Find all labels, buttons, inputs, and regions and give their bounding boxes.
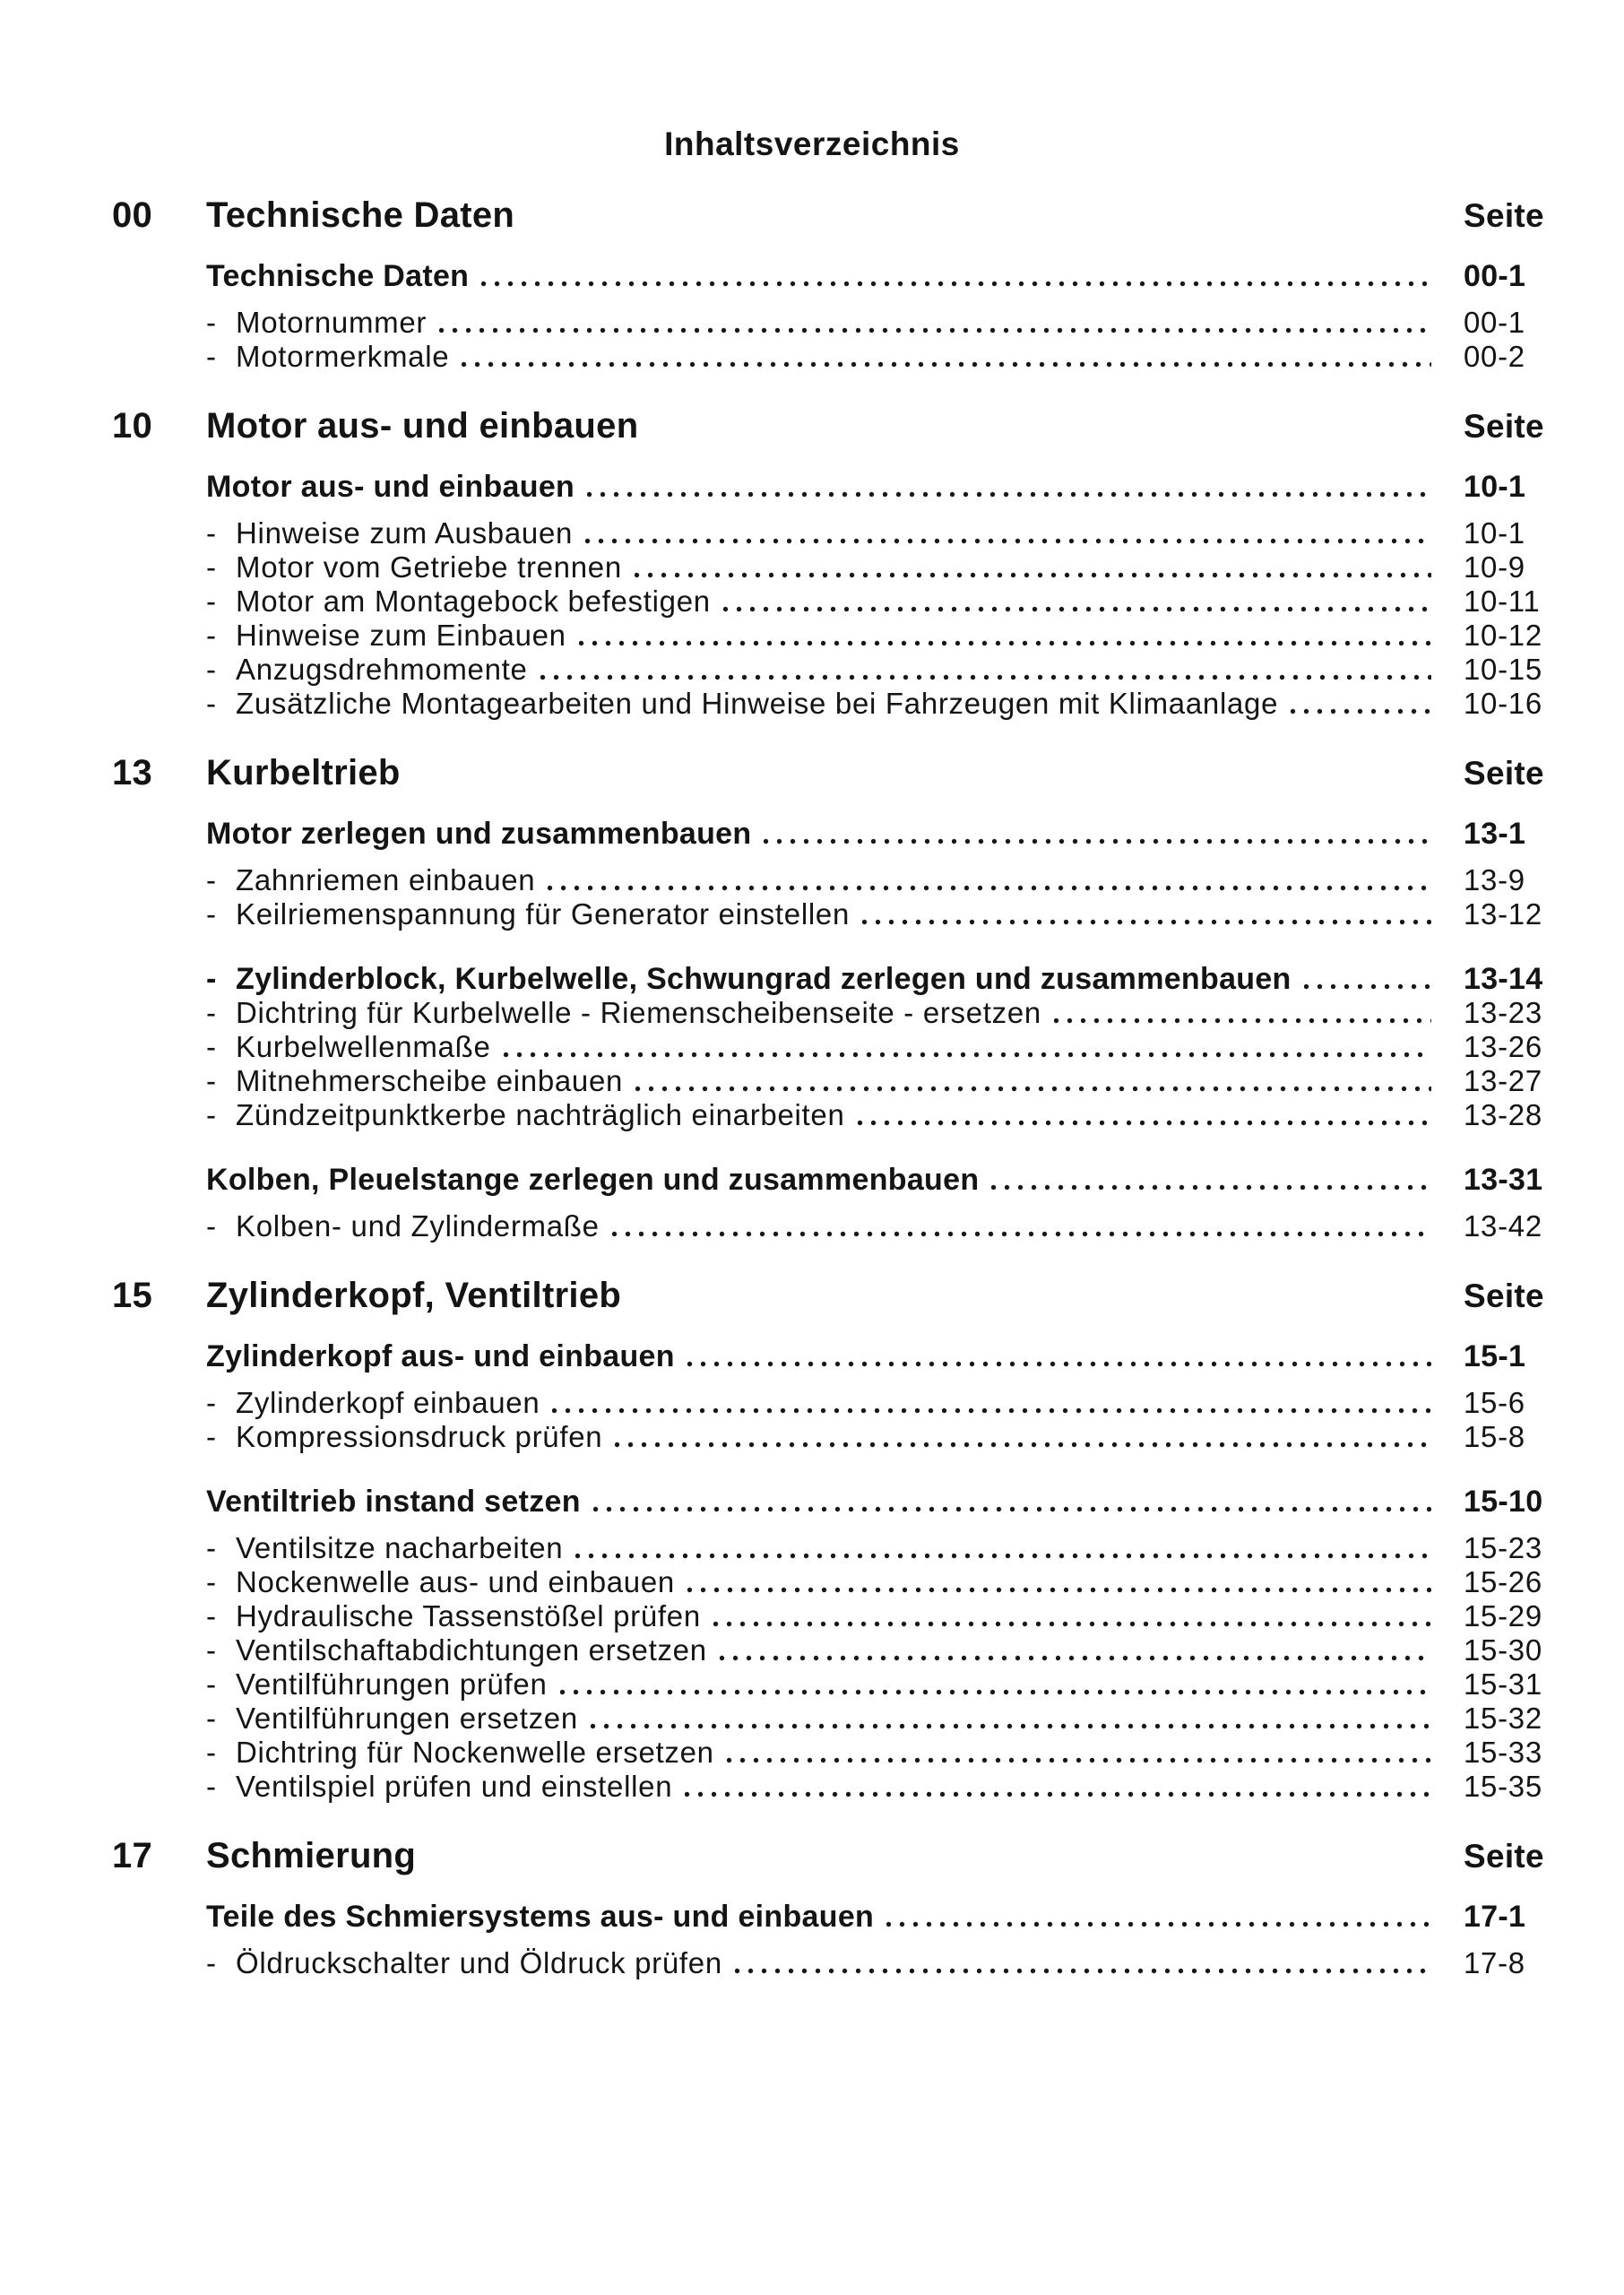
dot-leader bbox=[548, 885, 1431, 891]
entry-dash: - bbox=[206, 1770, 217, 1803]
section-number: 10 bbox=[112, 406, 153, 446]
toc-entry bbox=[206, 516, 1564, 550]
toc-entry bbox=[206, 996, 1564, 1030]
entry-dash: - bbox=[206, 863, 217, 896]
seite-label: Seite bbox=[1464, 755, 1544, 792]
dot-leader bbox=[635, 1086, 1431, 1092]
dot-leader bbox=[723, 606, 1431, 612]
dot-leader bbox=[552, 1407, 1431, 1414]
entry-dash: - bbox=[206, 1599, 217, 1632]
entry-label: Zylinderkopf aus- und einbauen bbox=[206, 1339, 675, 1373]
dot-leader bbox=[764, 838, 1431, 844]
entry-page: 13-31 bbox=[1464, 1163, 1543, 1197]
toc-entry bbox=[206, 1531, 1564, 1565]
dot-leader bbox=[481, 281, 1431, 287]
section-header bbox=[112, 753, 1564, 793]
toc-entry bbox=[206, 1702, 1564, 1736]
entry-dash: - bbox=[206, 340, 217, 373]
entry-label: Ventilspiel prüfen und einstellen bbox=[236, 1770, 673, 1803]
toc-entry bbox=[206, 1770, 1564, 1804]
dot-leader bbox=[591, 1723, 1431, 1729]
toc-entry bbox=[206, 1386, 1564, 1420]
toc-entry bbox=[206, 1633, 1564, 1667]
entry-label: Anzugsdrehmomente bbox=[236, 653, 528, 686]
entry-page: 13-42 bbox=[1464, 1209, 1542, 1243]
toc-section bbox=[112, 195, 1564, 374]
entry-dash: - bbox=[206, 619, 217, 652]
entry-page: 10-9 bbox=[1464, 550, 1525, 584]
toc-entry bbox=[206, 1565, 1564, 1599]
toc-entry bbox=[206, 1098, 1564, 1132]
toc-section bbox=[112, 406, 1564, 721]
toc-entry bbox=[206, 1946, 1564, 1980]
dot-leader bbox=[687, 1587, 1431, 1593]
entry-label: Motor zerlegen und zusammenbauen bbox=[206, 817, 752, 851]
entry-page: 15-31 bbox=[1464, 1667, 1542, 1701]
entry-label: Hinweise zum Einbauen bbox=[236, 619, 566, 652]
entry-label: Zylinderblock, Kurbelwelle, Schwungrad zerlegen und zusammenbauen bbox=[236, 962, 1291, 996]
entry-label: Kurbelwellenmaße bbox=[236, 1030, 491, 1063]
entry-dash: - bbox=[206, 687, 217, 720]
dot-leader bbox=[560, 1689, 1432, 1695]
section-number: 13 bbox=[112, 753, 153, 792]
toc-entry bbox=[206, 962, 1564, 996]
dot-leader bbox=[612, 1231, 1431, 1237]
entry-dash: - bbox=[206, 516, 217, 550]
section-title: Motor aus- und einbauen bbox=[206, 406, 639, 446]
toc-entry bbox=[206, 863, 1564, 897]
entry-page: 10-11 bbox=[1464, 585, 1541, 618]
entry-page: 13-1 bbox=[1464, 817, 1526, 851]
entry-page: 15-23 bbox=[1464, 1531, 1542, 1564]
section-number: 15 bbox=[112, 1276, 153, 1315]
seite-label: Seite bbox=[1464, 408, 1544, 445]
entry-page: 15-10 bbox=[1464, 1485, 1543, 1519]
entry-label: Kolben- und Zylindermaße bbox=[236, 1209, 600, 1243]
entry-label: Motor am Montagebock befestigen bbox=[236, 585, 711, 618]
entry-label: Motormerkmale bbox=[236, 340, 450, 373]
section-entries bbox=[112, 470, 1564, 721]
dot-leader bbox=[587, 491, 1431, 498]
section-entries bbox=[112, 1900, 1564, 1980]
entry-page: 10-1 bbox=[1464, 470, 1526, 504]
toc-entry bbox=[206, 340, 1564, 374]
entry-dash: - bbox=[206, 962, 217, 996]
entry-page: 15-1 bbox=[1464, 1339, 1526, 1373]
entry-page: 15-29 bbox=[1464, 1599, 1542, 1632]
toc-entry bbox=[206, 897, 1564, 931]
dot-leader bbox=[439, 327, 1431, 333]
dot-leader bbox=[585, 538, 1431, 544]
entry-dash: - bbox=[206, 1667, 217, 1701]
toc-section bbox=[112, 1276, 1564, 1804]
seite-label: Seite bbox=[1464, 1838, 1544, 1875]
seite-label: Seite bbox=[1464, 197, 1544, 234]
toc-entry bbox=[206, 1420, 1564, 1454]
toc-entry bbox=[206, 1736, 1564, 1770]
dot-leader bbox=[579, 640, 1431, 646]
section-number: 00 bbox=[112, 195, 153, 235]
toc-entry bbox=[206, 653, 1564, 687]
entry-page: 15-8 bbox=[1464, 1420, 1525, 1453]
dot-leader bbox=[635, 572, 1431, 578]
entry-label: Öldruckschalter und Öldruck prüfen bbox=[236, 1946, 722, 1979]
entry-label: Ventilsitze nacharbeiten bbox=[236, 1531, 564, 1564]
entry-page: 00-1 bbox=[1464, 306, 1525, 339]
entry-dash: - bbox=[206, 1531, 217, 1564]
entry-label: Nockenwelle aus- und einbauen bbox=[236, 1565, 675, 1598]
entry-label: Motor aus- und einbauen bbox=[206, 470, 575, 504]
entry-page: 13-12 bbox=[1464, 897, 1542, 931]
seite-label: Seite bbox=[1464, 1277, 1544, 1314]
page-title: Inhaltsverzeichnis bbox=[664, 126, 960, 162]
entry-label: Zündzeitpunktkerbe nachträglich einarbeiten bbox=[236, 1098, 845, 1131]
entry-dash: - bbox=[206, 1386, 217, 1419]
dot-leader bbox=[685, 1791, 1431, 1797]
entry-page: 17-1 bbox=[1464, 1900, 1526, 1934]
section-title: Zylinderkopf, Ventiltrieb bbox=[206, 1276, 622, 1315]
entry-page: 15-30 bbox=[1464, 1633, 1542, 1667]
toc-entry bbox=[206, 1900, 1564, 1934]
dot-leader bbox=[687, 1361, 1431, 1367]
entry-page: 10-15 bbox=[1464, 653, 1542, 686]
entry-dash: - bbox=[206, 996, 217, 1029]
dot-leader bbox=[886, 1921, 1431, 1927]
dot-leader bbox=[727, 1757, 1431, 1763]
toc-entry bbox=[206, 619, 1564, 653]
section-entries bbox=[112, 817, 1564, 1243]
toc-entry bbox=[206, 585, 1564, 619]
section-title: Technische Daten bbox=[206, 195, 515, 235]
entry-page: 10-16 bbox=[1464, 687, 1542, 720]
section-header bbox=[112, 1276, 1564, 1316]
entry-dash: - bbox=[206, 1702, 217, 1735]
entry-page: 15-35 bbox=[1464, 1770, 1542, 1803]
entry-dash: - bbox=[206, 306, 217, 339]
dot-leader bbox=[858, 1120, 1431, 1126]
entry-label: Zahnriemen einbauen bbox=[236, 863, 536, 896]
dot-leader bbox=[735, 1968, 1431, 1974]
entry-page: 13-23 bbox=[1464, 996, 1542, 1029]
entry-label: Hydraulische Tassenstößel prüfen bbox=[236, 1599, 701, 1632]
toc-section bbox=[112, 1836, 1564, 1980]
toc-entry bbox=[206, 817, 1564, 851]
section-header bbox=[112, 406, 1564, 446]
entry-dash: - bbox=[206, 585, 217, 618]
toc-entry bbox=[206, 470, 1564, 504]
dot-leader bbox=[504, 1052, 1432, 1058]
entry-label: Ventiltrieb instand setzen bbox=[206, 1485, 581, 1519]
dot-leader bbox=[862, 919, 1431, 925]
entry-label: Mitnehmerscheibe einbauen bbox=[236, 1064, 624, 1097]
entry-dash: - bbox=[206, 897, 217, 931]
section-title: Kurbeltrieb bbox=[206, 753, 401, 792]
entry-label: Ventilführungen ersetzen bbox=[236, 1702, 578, 1735]
section-entries bbox=[112, 1339, 1564, 1804]
entry-label: Teile des Schmiersystems aus- und einbauen bbox=[206, 1900, 875, 1934]
toc-entry bbox=[206, 1599, 1564, 1633]
entry-label: Keilriemenspannung für Generator einstellen bbox=[236, 897, 850, 931]
toc-entry bbox=[206, 1485, 1564, 1519]
entry-dash: - bbox=[206, 1565, 217, 1598]
toc-entry bbox=[206, 1667, 1564, 1702]
entry-label: Motor vom Getriebe trennen bbox=[236, 550, 622, 584]
toc-entry bbox=[206, 1209, 1564, 1243]
entry-page: 10-1 bbox=[1464, 516, 1525, 550]
section-header bbox=[112, 195, 1564, 236]
entry-page: 15-26 bbox=[1464, 1565, 1542, 1598]
dot-leader bbox=[720, 1655, 1431, 1661]
toc-entry bbox=[206, 1163, 1564, 1197]
entry-page: 15-6 bbox=[1464, 1386, 1525, 1419]
entry-page: 13-27 bbox=[1464, 1064, 1542, 1097]
entry-page: 13-14 bbox=[1464, 962, 1543, 996]
dot-leader bbox=[540, 674, 1431, 680]
section-entries bbox=[112, 259, 1564, 374]
dot-leader bbox=[991, 1184, 1431, 1191]
section-title: Schmierung bbox=[206, 1836, 417, 1875]
toc-entry bbox=[206, 550, 1564, 585]
toc-section bbox=[112, 753, 1564, 1243]
dot-leader bbox=[1304, 983, 1431, 990]
entry-label: Zylinderkopf einbauen bbox=[236, 1386, 540, 1419]
entry-page: 13-28 bbox=[1464, 1098, 1542, 1131]
section-number: 17 bbox=[112, 1836, 153, 1875]
dot-leader bbox=[462, 361, 1431, 368]
toc-entry bbox=[206, 1030, 1564, 1064]
entry-label: Zusätzliche Montagearbeiten und Hinweise bei Fahrzeugen mit Klimaanlage bbox=[236, 687, 1279, 720]
entry-dash: - bbox=[206, 653, 217, 686]
entry-label: Kolben, Pleuelstange zerlegen und zusammenbauen bbox=[206, 1163, 980, 1197]
dot-leader bbox=[1054, 1018, 1431, 1024]
entry-page: 00-1 bbox=[1464, 259, 1526, 293]
dot-leader bbox=[713, 1621, 1431, 1627]
dot-leader bbox=[1291, 708, 1431, 714]
entry-label: Motornummer bbox=[236, 306, 428, 339]
entry-label: Hinweise zum Ausbauen bbox=[236, 516, 574, 550]
toc-entry bbox=[206, 1064, 1564, 1098]
entry-dash: - bbox=[206, 550, 217, 584]
entry-dash: - bbox=[206, 1633, 217, 1667]
toc-entry bbox=[206, 306, 1564, 340]
entry-dash: - bbox=[206, 1030, 217, 1063]
entry-dash: - bbox=[206, 1209, 217, 1243]
entry-page: 00-2 bbox=[1464, 340, 1525, 373]
entry-label: Dichtring für Kurbelwelle - Riemenscheibenseite - ersetzen bbox=[236, 996, 1041, 1029]
entry-page: 13-9 bbox=[1464, 863, 1525, 896]
entry-page: 17-8 bbox=[1464, 1946, 1525, 1979]
entry-dash: - bbox=[206, 1946, 217, 1979]
entry-label: Dichtring für Nockenwelle ersetzen bbox=[236, 1736, 714, 1769]
section-header bbox=[112, 1836, 1564, 1876]
entry-page: 15-33 bbox=[1464, 1736, 1542, 1769]
entry-label: Technische Daten bbox=[206, 259, 470, 293]
entry-label: Ventilführungen prüfen bbox=[236, 1667, 548, 1701]
dot-leader bbox=[593, 1506, 1431, 1512]
toc-entry bbox=[206, 259, 1564, 293]
toc-entry bbox=[206, 1339, 1564, 1373]
toc-content bbox=[112, 195, 1564, 1980]
entry-dash: - bbox=[206, 1064, 217, 1097]
entry-dash: - bbox=[206, 1098, 217, 1131]
entry-page: 10-12 bbox=[1464, 619, 1542, 652]
dot-leader bbox=[575, 1553, 1431, 1559]
toc-entry bbox=[206, 687, 1564, 721]
entry-dash: - bbox=[206, 1736, 217, 1769]
entry-page: 13-26 bbox=[1464, 1030, 1542, 1063]
entry-page: 15-32 bbox=[1464, 1702, 1542, 1735]
entry-dash: - bbox=[206, 1420, 217, 1453]
entry-label: Ventilschaftabdichtungen ersetzen bbox=[236, 1633, 707, 1667]
dot-leader bbox=[615, 1442, 1431, 1448]
entry-label: Kompressionsdruck prüfen bbox=[236, 1420, 603, 1453]
